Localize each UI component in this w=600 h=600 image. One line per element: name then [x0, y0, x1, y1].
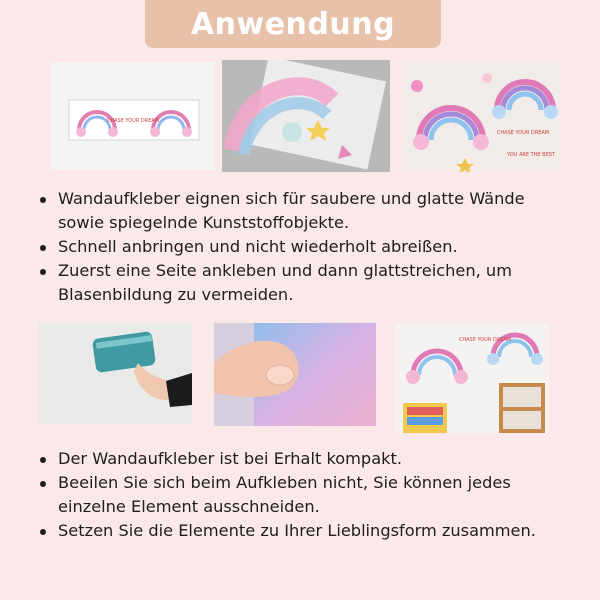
- list-item: Setzen Sie die Elemente zu Ihrer Lieblingsform zusammen.: [36, 519, 556, 543]
- list-item: Beeilen Sie sich beim Aufkleben nicht, Sie können jedes einzelne Element ausschneiden.: [36, 471, 556, 519]
- kids-room-wall-photo: [395, 323, 549, 433]
- wall-sticker-text-best: YOU ARE THE BEST: [507, 152, 555, 158]
- peeling-sticker-photo: [222, 60, 390, 172]
- sticker-sheet-photo: [51, 62, 215, 170]
- cleaning-wall-photo: [38, 323, 192, 424]
- smoothing-sticker-photo: [214, 323, 376, 426]
- list-item: Zuerst eine Seite ankleben und dann glattstreichen, um Blasenbildung zu vermeiden.: [36, 259, 556, 307]
- applied-wall-sticker-photo: [403, 60, 560, 172]
- usage-tips-list: [36, 187, 556, 307]
- kids-wall-text-dream: CHASE YOUR DREAM: [458, 337, 512, 343]
- section-title-banner: [145, 0, 441, 48]
- sticker-sheet-text: CHASE YOUR DREAM: [106, 118, 160, 124]
- handling-tips-list: [36, 447, 556, 543]
- wall-sticker-text-dream: CHASE YOUR DREAM: [496, 130, 550, 136]
- list-item: Schnell anbringen und nicht wiederholt abreißen.: [36, 235, 556, 259]
- list-item: Wandaufkleber eignen sich für saubere und glatte Wände sowie spiegelnde Kunststoffobjekte.: [36, 187, 556, 235]
- section-title: Anwendung: [190, 6, 396, 42]
- list-item: Der Wandaufkleber ist bei Erhalt kompakt.: [36, 447, 556, 471]
